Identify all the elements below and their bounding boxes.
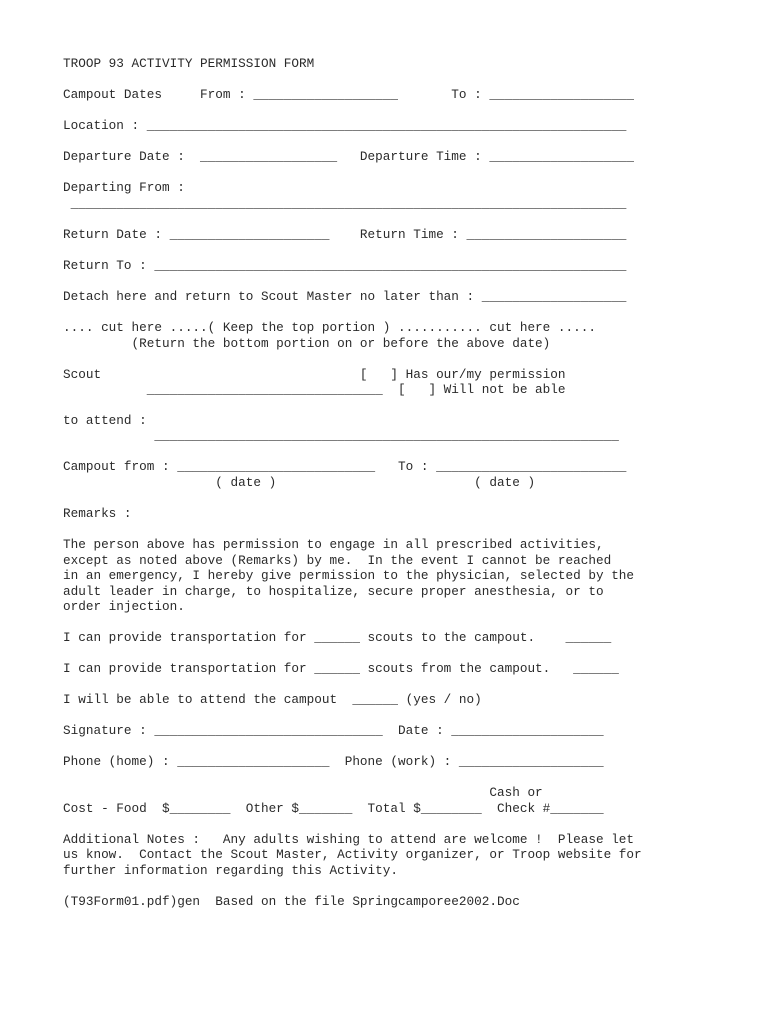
campout-dates-line: Campout Dates From : ___________________ To : ___________________ xyxy=(63,87,635,102)
form-title: TROOP 93 ACTIVITY PERMISSION FORM xyxy=(63,56,315,71)
cash-or-label: Cash or xyxy=(63,785,543,800)
return-bottom-note: (Return the bottom portion on or before the above date) xyxy=(63,336,551,351)
transport-from-line: I can provide transportation for ______ scouts from the campout. ______ xyxy=(63,661,619,676)
permission-paragraph-line: adult leader in charge, to hospitalize, secure proper anesthesia, or to xyxy=(63,584,604,599)
location-line: Location : _______________________________________________________________ xyxy=(63,118,627,133)
scout-name-blank-line: _______________________________ [ ] Will not be able xyxy=(63,382,566,397)
detach-line: Detach here and return to Scout Master no later than : ___________________ xyxy=(63,289,627,304)
permission-paragraph-line: in an emergency, I hereby give permission to the physician, selected by the xyxy=(63,568,635,583)
cost-line: Cost - Food $________ Other $_______ Total $________ Check #_______ xyxy=(63,801,604,816)
additional-notes-line: Additional Notes : Any adults wishing to attend are welcome ! Please let xyxy=(63,832,635,847)
signature-line: Signature : ______________________________ Date : ____________________ xyxy=(63,723,604,738)
attend-campout-line: I will be able to attend the campout ______ (yes / no) xyxy=(63,692,482,707)
return-to-line: Return To : ______________________________________________________________ xyxy=(63,258,627,273)
permission-paragraph-line: order injection. xyxy=(63,599,185,614)
scout-permission-line: Scout [ ] Has our/my permission xyxy=(63,367,566,382)
additional-notes-line: further information regarding this Activity. xyxy=(63,863,399,878)
additional-notes-line: us know. Contact the Scout Master, Activity organizer, or Troop website for xyxy=(63,847,642,862)
departing-from-label: Departing From : xyxy=(63,180,185,195)
cut-here-line: .... cut here .....( Keep the top portion ) ........... cut here ..... xyxy=(63,320,596,335)
remarks-label: Remarks : xyxy=(63,506,132,521)
permission-paragraph-line: The person above has permission to engage in all prescribed activities, xyxy=(63,537,604,552)
to-attend-label: to attend : xyxy=(63,413,147,428)
phone-line: Phone (home) : ____________________ Phone (work) : ___________________ xyxy=(63,754,604,769)
return-date-line: Return Date : _____________________ Return Time : _____________________ xyxy=(63,227,627,242)
to-attend-blank: _____________________________________________________________ xyxy=(63,428,619,443)
campout-from-line: Campout from : __________________________ To : _________________________ xyxy=(63,459,627,474)
footer-source-line: (T93Form01.pdf)gen Based on the file Springcamporee2002.Doc xyxy=(63,894,520,909)
transport-to-line: I can provide transportation for ______ scouts to the campout. ______ xyxy=(63,630,612,645)
departure-line: Departure Date : __________________ Departure Time : ___________________ xyxy=(63,149,635,164)
permission-paragraph-line: except as noted above (Remarks) by me. In the event I cannot be reached xyxy=(63,553,612,568)
date-captions: ( date ) ( date ) xyxy=(63,475,536,490)
departing-from-blank: _________________________________________________________________________ xyxy=(63,196,627,211)
